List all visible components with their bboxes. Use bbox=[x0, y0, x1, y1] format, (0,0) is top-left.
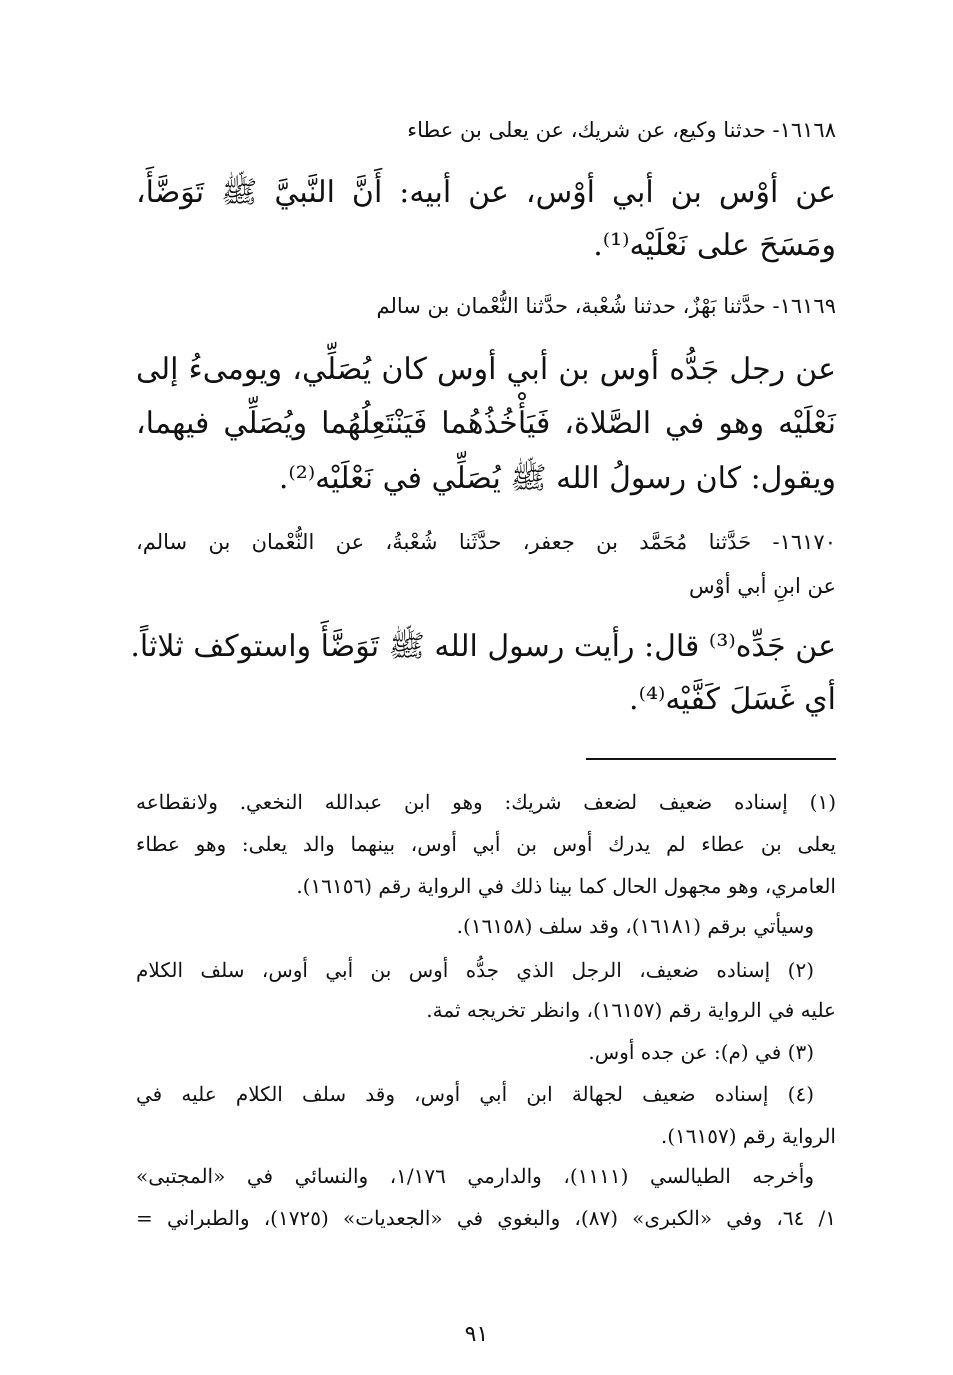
hadith-16168-matn-line-1: عن أوْس بن أبي أوْس، عن أبيه: أَنَّ النَّبيَّ ﷺ تَوَضَّأَ، bbox=[136, 175, 836, 210]
hadith-16170-matn-line-1: عن جَدِّه⁽³⁾ قال: رأيت رسول الله ﷺ تَوَضَّأَ واستوكف ثلاثاً. bbox=[130, 629, 836, 664]
footnote-line: (٢) إسناده ضعيف، الرجل الذي جدُّه أوس بن أبي أوس، سلف الكلام bbox=[136, 958, 814, 982]
footnote-line: (٣) في (م): عن جده أوس. bbox=[588, 1040, 814, 1064]
hadith-16170-isnad-line-1: ١٦١٧٠- حَدَّثنا مُحَمَّد بن جعفر، حدَّثَنا شُعْبةُ، عن النُّعْمان بن سالم، bbox=[136, 530, 836, 554]
book-page bbox=[130, 0, 836, 1375]
footnote-line: العامري، وهو مجهول الحال كما بينا ذلك في الرواية رقم (١٦١٥٦). bbox=[296, 874, 836, 898]
hadith-16168-isnad: ١٦١٦٨- حدثنا وكيع، عن شريك، عن يعلى بن عطاء bbox=[407, 118, 836, 142]
footnote-line: (١) إسناده ضعيف لضعف شريك: وهو ابن عبدالله النخعي. ولانقطاعه bbox=[136, 790, 836, 814]
hadith-16169-matn-line-2: نَعْلَيْه وهو في الصَّلاة، فَيَأْخُذُهُما فَيَنْتَعِلُهُما ويُصَلِّي فيهما، bbox=[136, 406, 836, 441]
footnote-line: يعلى بن عطاء لم يدرك أوس بن أبي أوس، بينهما والد يعلى: وهو عطاء bbox=[136, 832, 836, 856]
footnote-line: الرواية رقم (١٦١٥٧). bbox=[660, 1124, 836, 1148]
footnote-line: وسيأتي برقم (١٦١٨١)، وقد سلف (١٦١٥٨). bbox=[456, 914, 814, 938]
hadith-16170-matn-line-2: أي غَسَلَ كَفَّيْه⁽⁴⁾. bbox=[629, 682, 836, 717]
page-number: ٩١ bbox=[464, 1322, 489, 1347]
footnote-divider bbox=[586, 758, 836, 760]
footnote-line: ١/ ٦٤، وفي «الكبرى» (٨٧)، والبغوي في «الجعديات» (١٧٢٥)، والطبراني = bbox=[136, 1206, 836, 1230]
hadith-16168-matn-line-2: ومَسَحَ على نَعْلَيْه⁽¹⁾. bbox=[593, 228, 836, 263]
hadith-16169-matn-line-1: عن رجل جَدُّه أوس بن أبي أوس كان يُصَلِّي، ويومىءُ إلى bbox=[136, 352, 836, 387]
hadith-16169-matn-line-3: ويقول: كان رسولُ الله ﷺ يُصَلِّي في نَعْلَيْه⁽²⁾. bbox=[278, 461, 836, 496]
footnote-line: وأخرجه الطيالسي (١١١١)، والدارمي ١/١٧٦، والنسائي في «المجتبى» bbox=[136, 1164, 814, 1188]
hadith-16169-isnad: ١٦١٦٩- حدَّثنا بَهْزٌ، حدثنا شُعْبة، حدَّثنا النُّعْمان بن سالم bbox=[376, 294, 836, 318]
hadith-16170-isnad-line-2: عن ابنِ أبي أوْس bbox=[689, 574, 836, 598]
footnote-line: عليه في الرواية رقم (١٦١٥٧)، وانظر تخريجه ثمة. bbox=[426, 998, 836, 1022]
footnote-line: (٤) إسناده ضعيف لجهالة ابن أبي أوس، وقد سلف الكلام عليه في bbox=[136, 1082, 814, 1106]
